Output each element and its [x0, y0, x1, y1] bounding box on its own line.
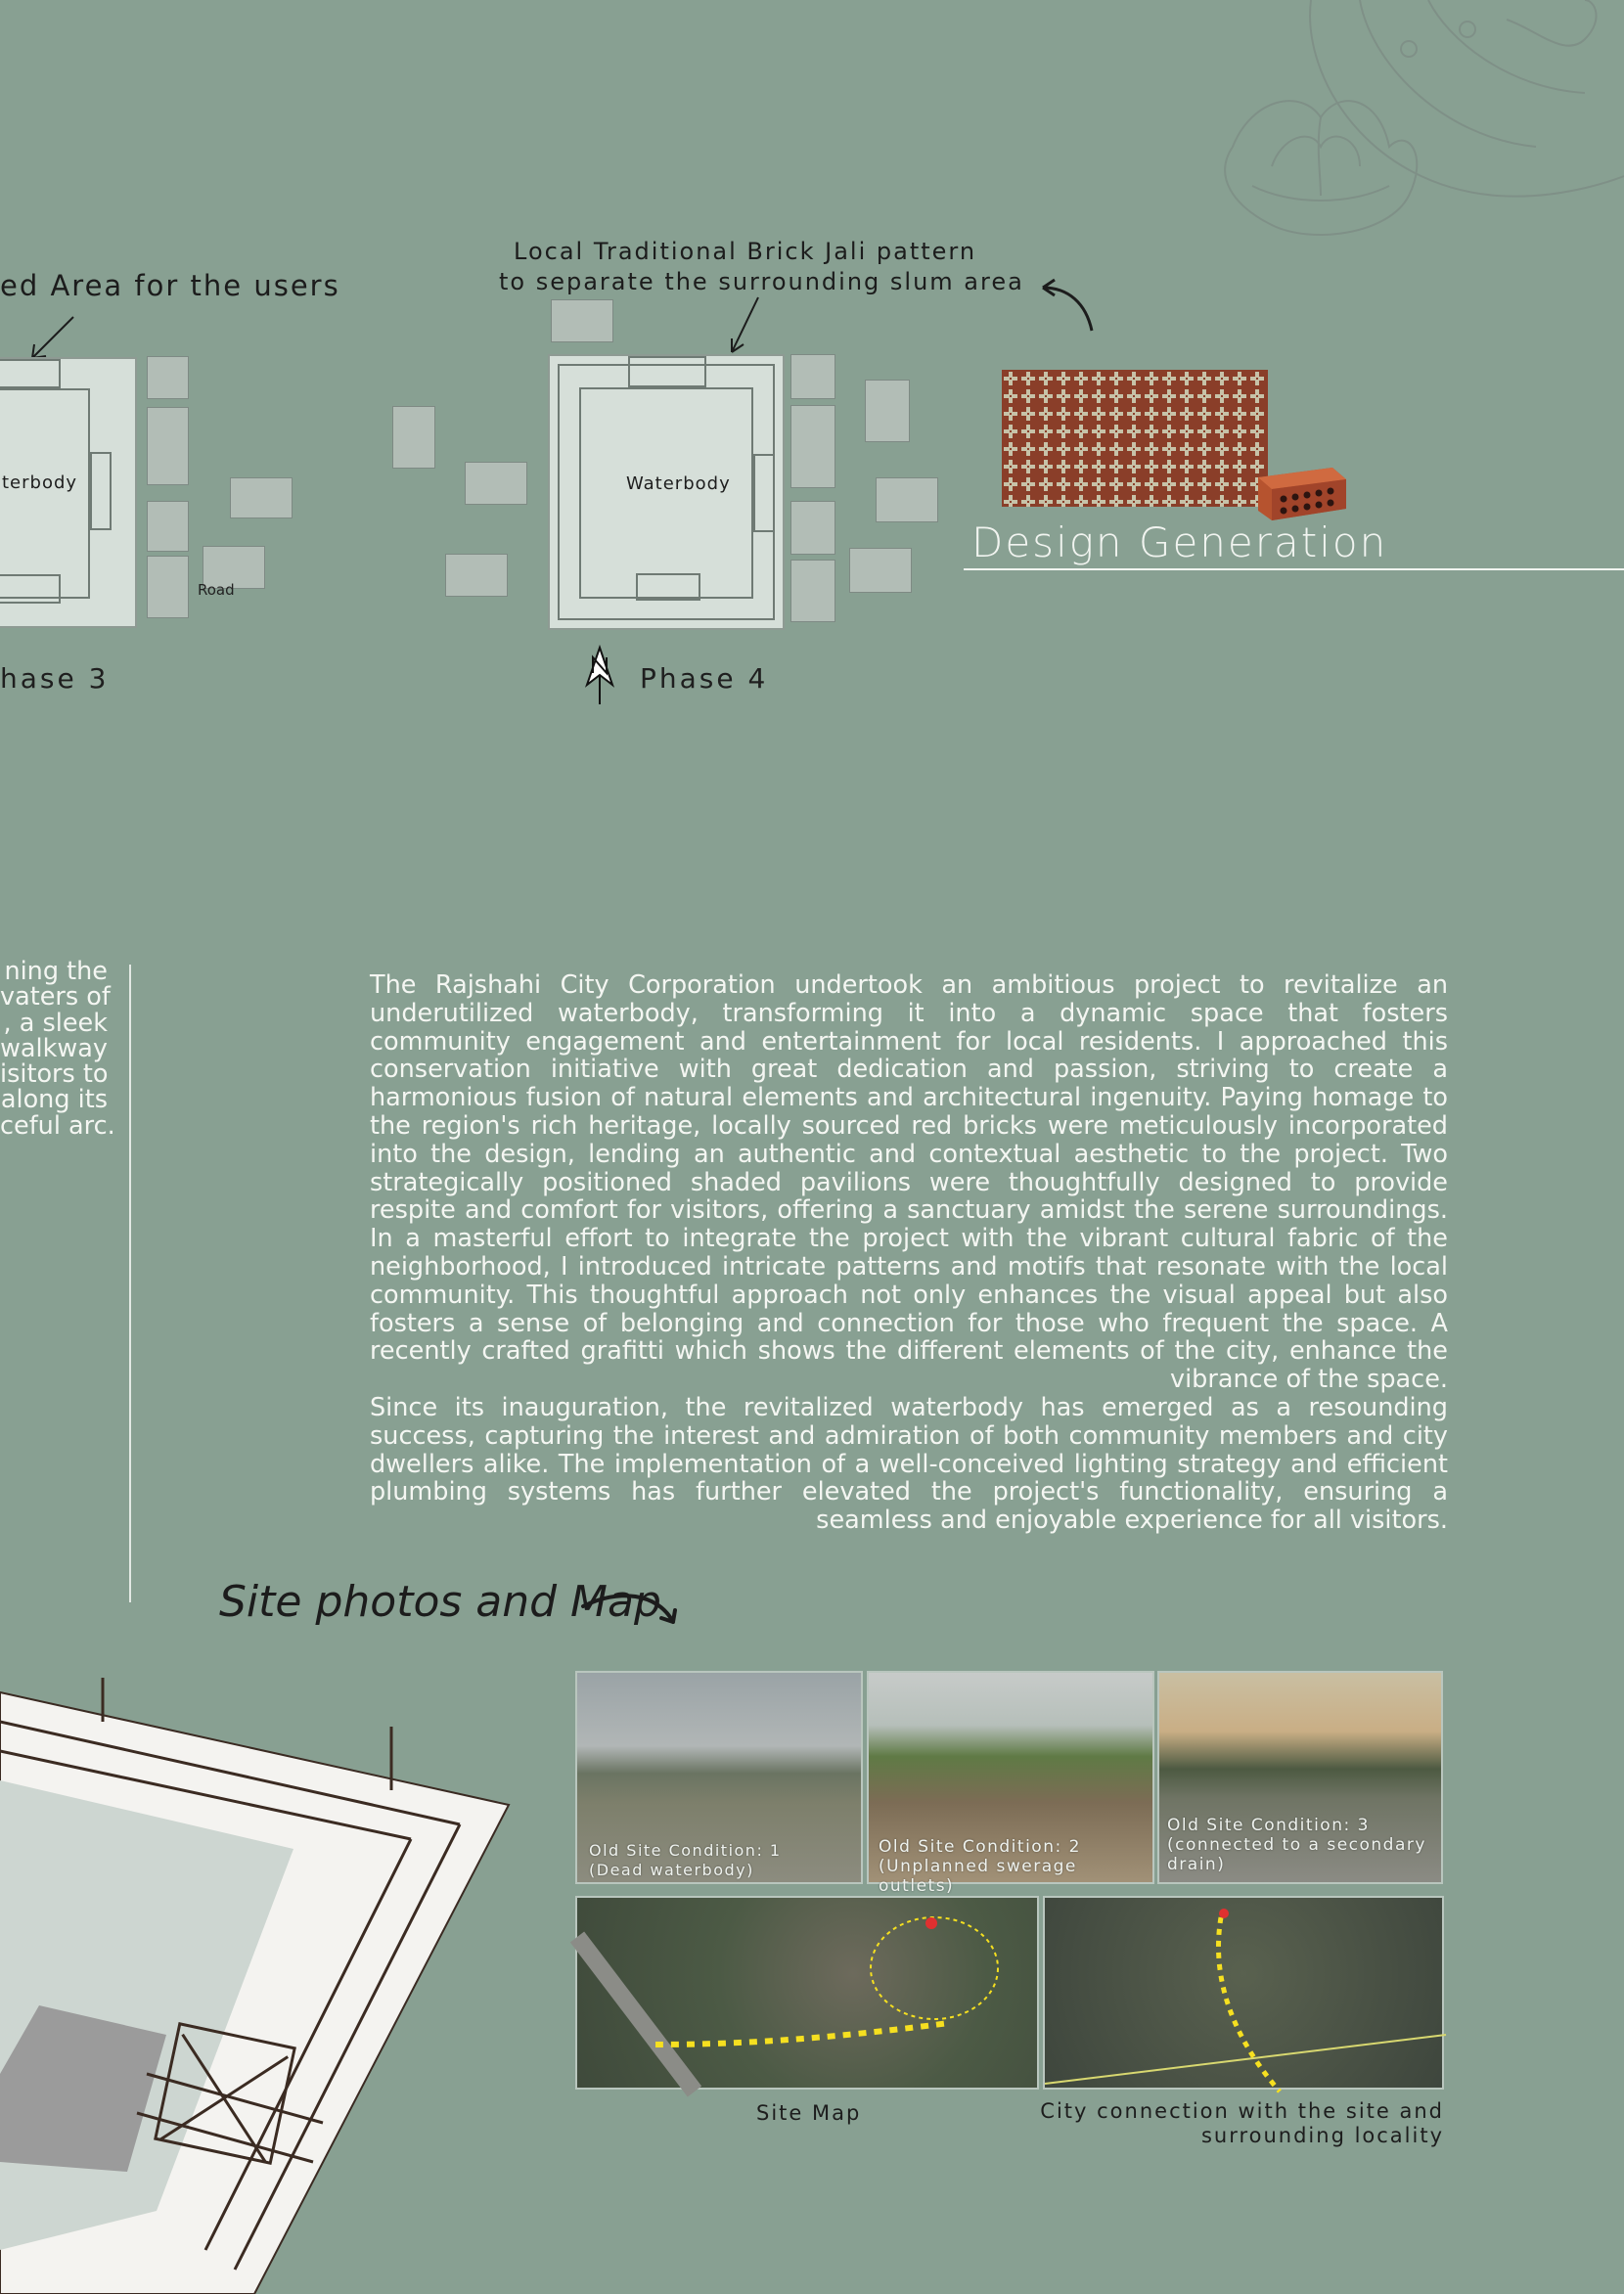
left-column-line: ning the: [4, 957, 108, 986]
brick-jali-pattern: [1002, 370, 1268, 507]
phase3-label: hase 3: [0, 662, 110, 695]
pavilion-block: [849, 548, 912, 593]
project-description: [370, 971, 1448, 1535]
jali-annotation-line1: Local Traditional Brick Jali pattern: [514, 238, 977, 265]
city-connection-caption-line2: surrounding locality: [1200, 2124, 1444, 2147]
phase3-inner-frame: [0, 388, 90, 599]
site-photo-3-caption-line2: (connected to a secondary: [1167, 1835, 1426, 1855]
pavilion-block: [876, 477, 938, 522]
site-photo-1: [575, 1671, 863, 1884]
pavilion-block: [551, 299, 613, 342]
city-connection-caption: [1037, 2099, 1444, 2148]
phase3-bottom-notch: [0, 574, 61, 604]
phase3-plan: [0, 357, 137, 628]
left-column-line: , a sleek: [3, 1008, 108, 1038]
shaded-area-annotation: ed Area for the users: [0, 269, 340, 302]
pavilion-block: [790, 354, 835, 399]
pavilion-block: [465, 462, 527, 505]
description-paragraph-2: Since its inauguration, the revitalized waterbody has emerged as a resounding success, capturing the interest and admiration of both community members and city dwellers alike. The implementation of a well-conceived lighting strategy and efficient plumbing systems has further elevated the project's functionality, ensuring a seamless and enjoyable experience for all visitors.: [370, 1392, 1448, 1536]
design-generation-underline: [964, 568, 1624, 570]
site-photo-2-caption-line1: Old Site Condition: 2: [879, 1837, 1081, 1857]
left-column-text: [0, 957, 115, 1141]
city-map-image: [1043, 1896, 1444, 2090]
site-photo-2-caption-line2: (Unplanned swerage outlets): [879, 1857, 1077, 1896]
site-photo-3-caption-line1: Old Site Condition: 3: [1167, 1816, 1370, 1835]
site-photo-1-caption-line1: Old Site Condition: 1: [589, 1841, 782, 1860]
pavilion-block: [230, 477, 293, 518]
phase4-top-notch: [628, 356, 706, 387]
phase4-label: Phase 4: [640, 662, 769, 695]
site-map-caption: Site Map: [756, 2101, 862, 2125]
phase4-bottom-notch: [636, 573, 700, 601]
design-generation-title: Design Generation: [971, 518, 1388, 566]
phase4-waterbody-label: Waterbody: [626, 473, 731, 494]
axonometric-sketch: [0, 1663, 528, 2294]
pavilion-block: [147, 556, 189, 618]
pavilion-block: [865, 380, 910, 442]
jali-annotation: [499, 237, 1037, 297]
pavilion-block: [790, 405, 835, 488]
phase4-side-notch: [753, 454, 775, 532]
pavilion-block: [147, 407, 189, 485]
site-photo-3: [1157, 1671, 1443, 1884]
phase4-plan: [548, 354, 785, 630]
left-column-line: vaters of: [0, 982, 111, 1012]
site-photo-2-caption: [879, 1837, 1152, 1896]
phase3-side-notch: [90, 452, 112, 530]
site-photos-heading: Site photos and Map: [219, 1577, 661, 1627]
left-column-line: ceful arc.: [0, 1110, 115, 1141]
left-column-line: along its: [0, 1085, 108, 1115]
column-divider: [129, 965, 131, 1602]
pavilion-block: [790, 501, 835, 555]
heading-arrow-icon: [579, 1585, 687, 1634]
description-paragraph-1: The Rajshahi City Corporation undertook an ambitious project to revitalize an underutilized waterbody, transforming it into a dynamic space that fosters community engagement and entertainment for local residents. I approached this conservation initiative with great dedication and passion, striving to create a harmonious fusion of natural elements and architectural ingenuity. Paying homage to the region's rich heritage, locally sourced red bricks were meticulously incorporated into the design, lending an authentic and contextual aesthetic to the project. Two strategically positioned shaded pavilions were thoughtfully designed to provide respite and comfort for visitors, offering a sanctuary amidst the serene surroundings. In a masterful effort to integrate the project with the vibrant cultural fabric of the neighborhood, I introduced intricate patterns and motifs that resonate with the local community. This thoughtful approach not only enhances the visual appeal but also fosters a sense of belonging and connection for those who frequent the space. A recently crafted grafitti which shows the different elements of the city, enhance the vibrance of the space.: [370, 970, 1448, 1395]
pavilion-block: [790, 560, 835, 622]
brick-icon: [1254, 464, 1348, 524]
curved-arrow-icon: [1035, 274, 1098, 335]
road-label: Road: [198, 581, 235, 599]
pavilion-block: [392, 406, 435, 469]
phase3-top-notch: [0, 359, 61, 388]
city-connection-caption-line1: City connection with the site and: [1040, 2099, 1444, 2123]
left-column-line: walkway: [0, 1033, 108, 1063]
phase3-waterbody-label: terbody: [2, 472, 78, 493]
site-photo-1-caption: [589, 1841, 782, 1880]
jali-pointer-arrow-icon: [724, 293, 763, 358]
lotus-illustration: [1213, 0, 1624, 264]
site-map-route: [577, 1898, 1041, 2092]
left-column-line: isitors to: [0, 1059, 109, 1090]
north-arrow-icon: [583, 646, 616, 706]
site-photo-1-caption-line2: (Dead waterbody): [589, 1861, 754, 1879]
city-map-route: [1045, 1898, 1446, 2092]
jali-annotation-line2: to separate the surrounding slum area: [499, 268, 1024, 295]
site-photo-3-caption: [1167, 1816, 1426, 1874]
pavilion-block: [147, 501, 189, 552]
pavilion-block: [445, 554, 508, 597]
site-map-image: [575, 1896, 1039, 2090]
pavilion-block: [147, 356, 189, 399]
site-photo-2: [867, 1671, 1154, 1896]
site-photo-3-caption-line3: drain): [1167, 1855, 1226, 1874]
